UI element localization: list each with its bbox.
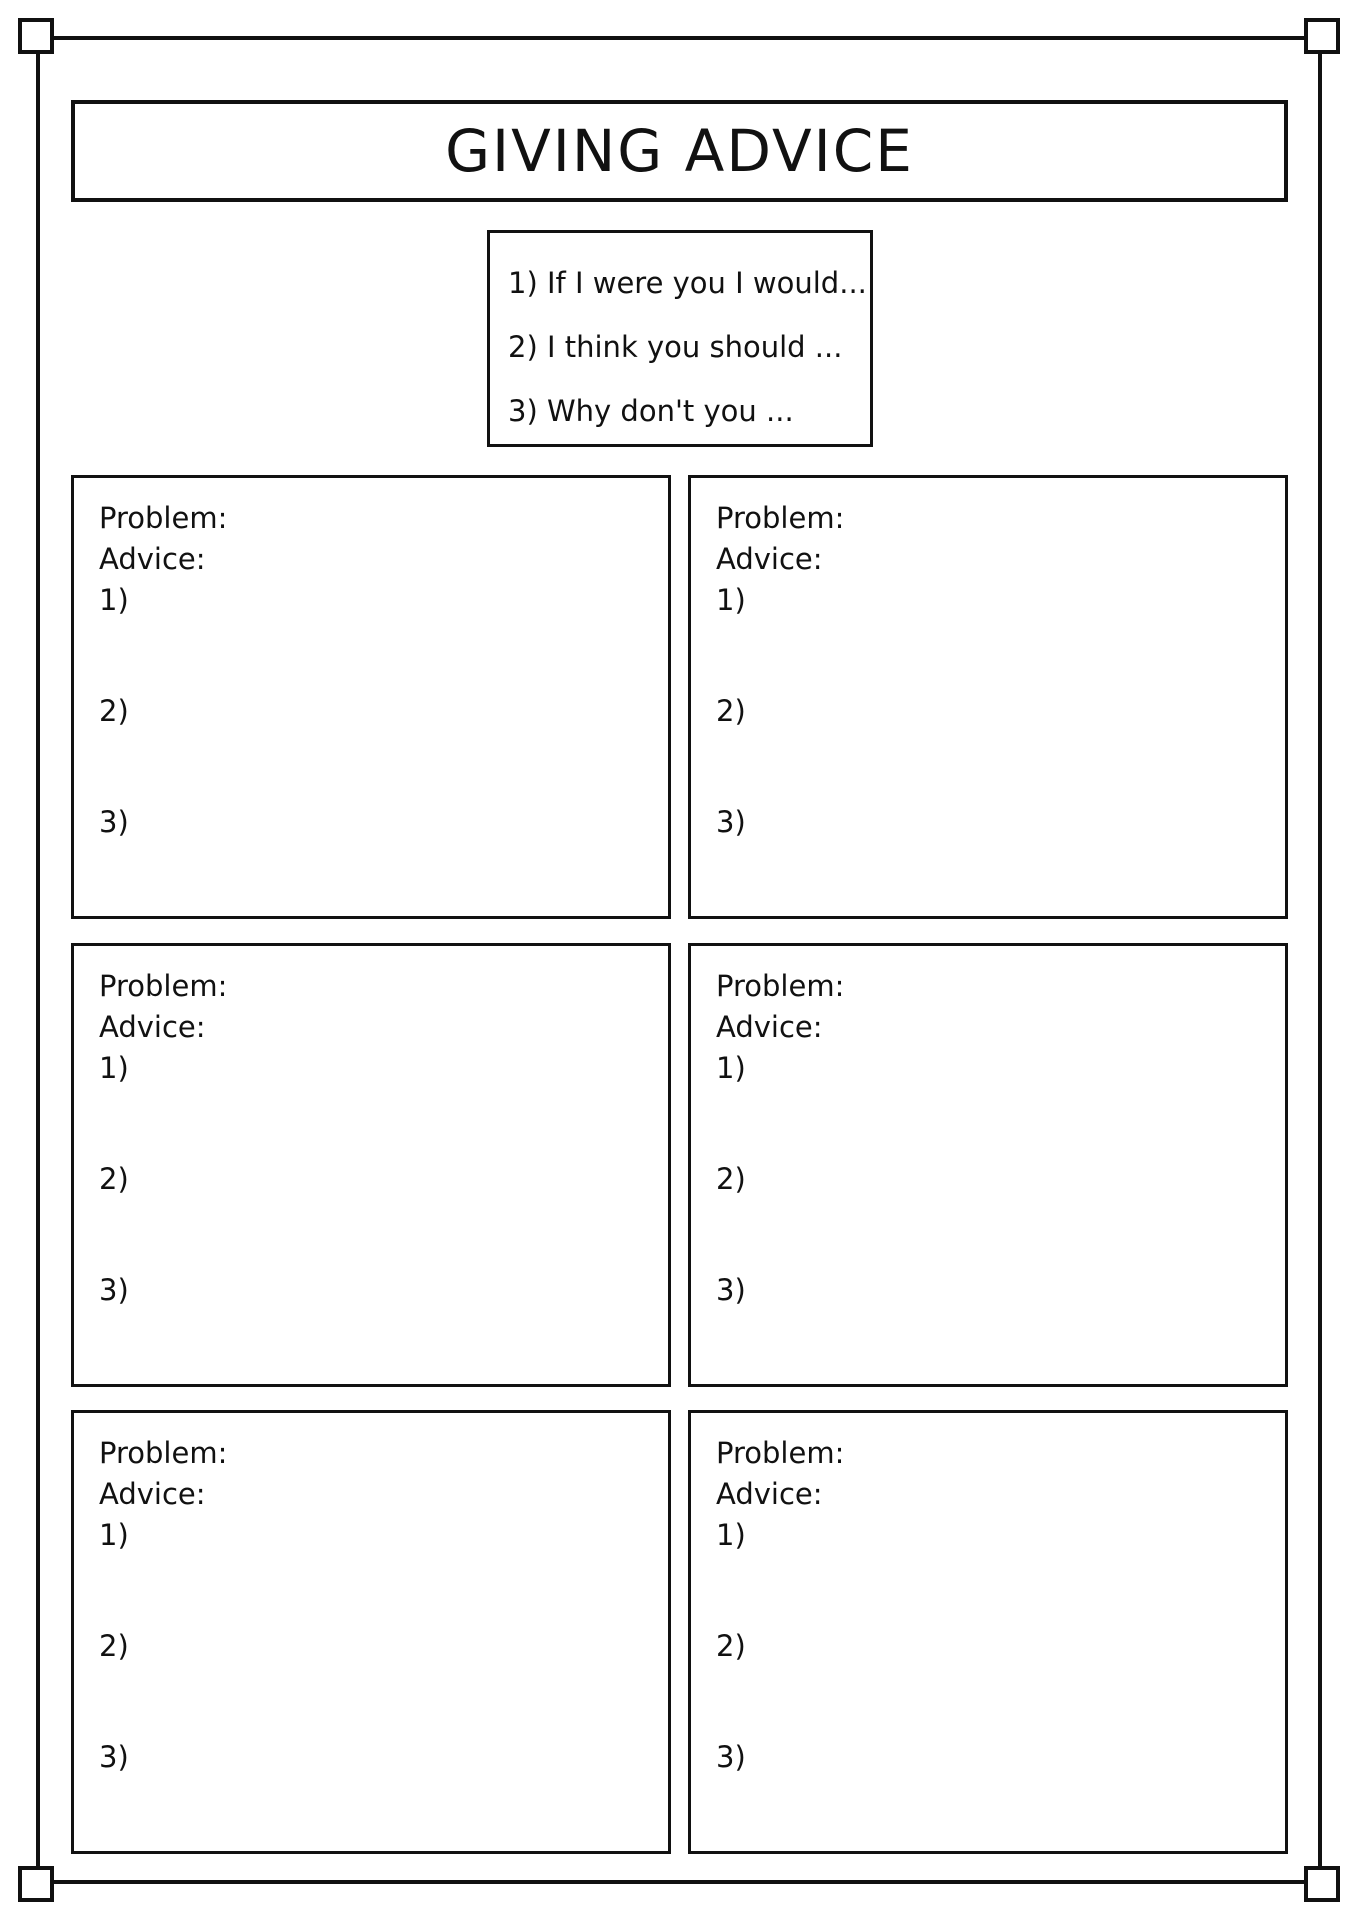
advice-number: 2) bbox=[716, 1162, 746, 1196]
corner-square-bottom-right bbox=[1304, 1866, 1340, 1902]
advice-label: Advice: bbox=[716, 1477, 823, 1511]
advice-card bbox=[688, 475, 1288, 919]
advice-number: 2) bbox=[716, 1629, 746, 1663]
advice-number: 2) bbox=[99, 1162, 129, 1196]
title-box bbox=[71, 100, 1288, 202]
advice-card bbox=[71, 1410, 671, 1854]
advice-card bbox=[688, 1410, 1288, 1854]
advice-number: 2) bbox=[716, 694, 746, 728]
corner-square-top-right bbox=[1304, 18, 1340, 54]
advice-label: Advice: bbox=[99, 1010, 206, 1044]
advice-card bbox=[688, 943, 1288, 1387]
advice-label: Advice: bbox=[716, 1010, 823, 1044]
problem-label: Problem: bbox=[99, 1436, 228, 1470]
advice-card bbox=[71, 943, 671, 1387]
problem-label: Problem: bbox=[716, 969, 845, 1003]
advice-number: 2) bbox=[99, 694, 129, 728]
phrase-item: 3) Why don't you ... bbox=[508, 394, 794, 428]
corner-square-bottom-left bbox=[18, 1866, 54, 1902]
phrase-item: 1) If I were you I would... bbox=[508, 266, 867, 300]
advice-number: 3) bbox=[99, 805, 129, 839]
advice-number: 3) bbox=[716, 1273, 746, 1307]
advice-number: 1) bbox=[716, 1051, 746, 1085]
advice-number: 1) bbox=[716, 583, 746, 617]
advice-number: 2) bbox=[99, 1629, 129, 1663]
advice-card bbox=[71, 475, 671, 919]
advice-number: 1) bbox=[99, 583, 129, 617]
advice-number: 1) bbox=[99, 1051, 129, 1085]
problem-label: Problem: bbox=[716, 1436, 845, 1470]
page-title: GIVING ADVICE bbox=[445, 117, 914, 185]
problem-label: Problem: bbox=[716, 501, 845, 535]
corner-square-top-left bbox=[18, 18, 54, 54]
advice-number: 3) bbox=[99, 1273, 129, 1307]
advice-number: 1) bbox=[716, 1518, 746, 1552]
phrase-item: 2) I think you should ... bbox=[508, 330, 843, 364]
advice-number: 3) bbox=[716, 805, 746, 839]
advice-label: Advice: bbox=[99, 1477, 206, 1511]
problem-label: Problem: bbox=[99, 501, 228, 535]
advice-label: Advice: bbox=[99, 542, 206, 576]
problem-label: Problem: bbox=[99, 969, 228, 1003]
advice-number: 3) bbox=[99, 1740, 129, 1774]
phrase-box bbox=[487, 230, 873, 447]
advice-number: 3) bbox=[716, 1740, 746, 1774]
advice-label: Advice: bbox=[716, 542, 823, 576]
advice-number: 1) bbox=[99, 1518, 129, 1552]
